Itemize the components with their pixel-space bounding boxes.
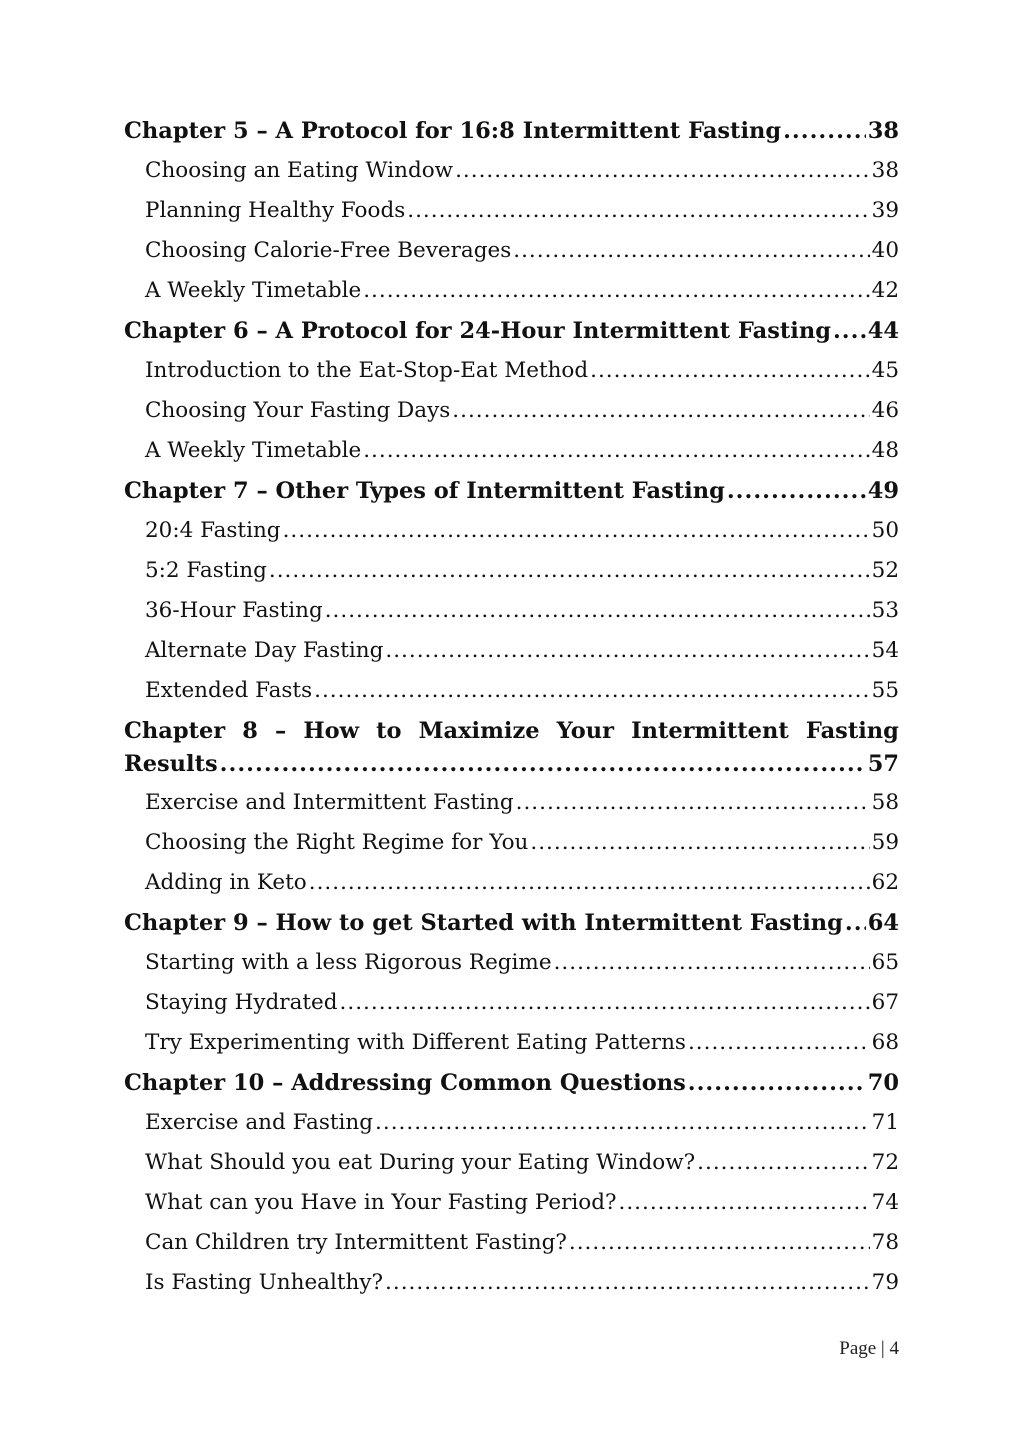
toc-section-entry[interactable]: [124, 518, 899, 558]
toc-chapter-entry[interactable]: [124, 1070, 899, 1110]
toc-entry-page: 42: [871, 278, 899, 303]
dot-leader: [516, 790, 870, 815]
toc-entry-page: 68: [871, 1030, 899, 1055]
title-word: Chapter: [124, 718, 226, 744]
toc-entry-page: 57: [867, 751, 899, 777]
dot-leader: [325, 598, 870, 623]
dot-leader: [727, 478, 866, 504]
title-word: Intermittent: [631, 718, 789, 744]
dot-leader: [530, 830, 869, 855]
dot-leader: [340, 990, 870, 1015]
toc-section-entry[interactable]: [124, 1270, 899, 1310]
toc-entry-title: Staying Hydrated: [145, 990, 338, 1015]
title-word: Your: [556, 718, 614, 744]
dot-leader: [619, 1190, 870, 1215]
toc-section-entry[interactable]: [124, 278, 899, 318]
dot-leader: [269, 558, 870, 583]
toc-section-entry[interactable]: [124, 1190, 899, 1230]
toc-entry-page: 52: [871, 558, 899, 583]
toc-entry-page: 72: [871, 1150, 899, 1175]
toc-section-entry[interactable]: [124, 870, 899, 910]
toc-entry-page: 59: [871, 830, 899, 855]
toc-entry-page: 53: [871, 598, 899, 623]
page-number-footer: Page | 4: [839, 1338, 899, 1359]
toc-section-entry[interactable]: [124, 638, 899, 678]
toc-entry-page: 71: [871, 1110, 899, 1135]
toc-entry-title: Alternate Day Fasting: [145, 638, 384, 663]
toc-entry-title: Chapter 7 – Other Types of Intermittent Fasting: [124, 478, 725, 504]
toc-entry-title-line1: [124, 718, 899, 751]
toc-entry-title: Introduction to the Eat-Stop-Eat Method: [145, 358, 589, 383]
toc-entry-page: 78: [871, 1230, 899, 1255]
toc-section-entry[interactable]: [124, 558, 899, 598]
toc-section-entry[interactable]: [124, 398, 899, 438]
title-word: 8: [242, 718, 258, 744]
title-word: Maximize: [418, 718, 540, 744]
toc-entry-page: 48: [871, 438, 899, 463]
toc-entry-title: A Weekly Timetable: [145, 438, 362, 463]
dot-leader: [452, 398, 869, 423]
toc-section-entry[interactable]: [124, 790, 899, 830]
dot-leader: [314, 678, 870, 703]
toc-section-entry[interactable]: [124, 158, 899, 198]
toc-entry-page: 38: [867, 118, 899, 144]
toc-section-entry[interactable]: [124, 598, 899, 638]
toc-entry-page: 45: [871, 358, 899, 383]
dot-leader: [554, 950, 870, 975]
dot-leader: [283, 518, 870, 543]
toc-entry-page: 40: [871, 238, 899, 263]
toc-entry-page: 49: [867, 478, 899, 504]
toc-entry-page: 55: [871, 678, 899, 703]
toc-entry-title: 20:4 Fasting: [145, 518, 281, 543]
title-word: Fasting: [805, 718, 899, 744]
dot-leader: [385, 638, 869, 663]
dot-leader: [385, 1270, 870, 1295]
toc-section-entry[interactable]: [124, 438, 899, 478]
dot-leader: [697, 1150, 869, 1175]
toc-chapter-entry[interactable]: [124, 478, 899, 518]
toc-entry-title: Chapter 6 – A Protocol for 24-Hour Intermittent Fasting: [124, 318, 831, 344]
dot-leader: [513, 238, 869, 263]
toc-chapter-entry[interactable]: [124, 910, 899, 950]
toc-section-entry[interactable]: [124, 678, 899, 718]
toc-entry-page: 64: [867, 910, 899, 936]
toc-section-entry[interactable]: [124, 358, 899, 398]
dot-leader: [375, 1110, 870, 1135]
toc-entry-page: 62: [871, 870, 899, 895]
toc-entry-title: Planning Healthy Foods: [145, 198, 406, 223]
dot-leader: [833, 318, 866, 344]
dot-leader: [363, 278, 869, 303]
toc-entry-page: 44: [867, 318, 899, 344]
toc-entry-title: Choosing the Right Regime for You: [145, 830, 529, 855]
table-of-contents: [124, 118, 899, 1310]
toc-section-entry[interactable]: [124, 990, 899, 1030]
toc-chapter-entry[interactable]: [124, 318, 899, 358]
toc-entry-title: 36-Hour Fasting: [145, 598, 323, 623]
toc-entry-title: Choosing Your Fasting Days: [145, 398, 451, 423]
title-word: How: [303, 718, 360, 744]
toc-entry-page: 46: [871, 398, 899, 423]
toc-section-entry[interactable]: [124, 1230, 899, 1270]
toc-entry-page: 54: [871, 638, 899, 663]
toc-entry-title: What can you Have in Your Fasting Period?: [145, 1190, 617, 1215]
dot-leader: [845, 910, 866, 936]
dot-leader: [455, 158, 870, 183]
toc-section-entry[interactable]: [124, 1150, 899, 1190]
toc-entry-page: 70: [867, 1070, 899, 1096]
toc-entry-title: A Weekly Timetable: [145, 278, 362, 303]
toc-entry-page: 65: [871, 950, 899, 975]
toc-chapter-entry[interactable]: [124, 718, 899, 790]
toc-section-entry[interactable]: [124, 830, 899, 870]
toc-entry-title: What Should you eat During your Eating Window?: [145, 1150, 696, 1175]
toc-entry-title: Is Fasting Unhealthy?: [145, 1270, 384, 1295]
toc-section-entry[interactable]: [124, 950, 899, 990]
toc-chapter-entry[interactable]: [124, 118, 899, 158]
toc-entry-title: Starting with a less Rigorous Regime: [145, 950, 552, 975]
toc-entry-title: 5:2 Fasting: [145, 558, 267, 583]
toc-entry-page: 74: [871, 1190, 899, 1215]
toc-entry-title: Choosing an Eating Window: [145, 158, 454, 183]
dot-leader: [363, 438, 869, 463]
toc-entry-title: Chapter 10 – Addressing Common Questions: [124, 1070, 686, 1096]
toc-section-entry[interactable]: [124, 1030, 899, 1070]
toc-entry-title: Exercise and Fasting: [145, 1110, 374, 1135]
toc-entry-title: Try Experimenting with Different Eating Patterns: [145, 1030, 686, 1055]
toc-entry-title: Can Children try Intermittent Fasting?: [145, 1230, 567, 1255]
toc-entry-page: 38: [871, 158, 899, 183]
toc-entry-page: 58: [871, 790, 899, 815]
toc-entry-title: Chapter 5 – A Protocol for 16:8 Intermittent Fasting: [124, 118, 782, 144]
toc-entry-page: 79: [871, 1270, 899, 1295]
toc-section-entry[interactable]: [124, 1110, 899, 1150]
dot-leader: [569, 1230, 870, 1255]
toc-entry-title: Adding in Keto: [145, 870, 307, 895]
toc-section-entry[interactable]: [124, 198, 899, 238]
toc-entry-title: Results: [124, 751, 218, 777]
dot-leader: [220, 751, 866, 777]
dot-leader: [783, 118, 866, 144]
toc-entry-title-line2: [124, 751, 899, 790]
dot-leader: [309, 870, 870, 895]
toc-entry-page: 50: [871, 518, 899, 543]
dot-leader: [688, 1070, 866, 1096]
toc-entry-page: 39: [871, 198, 899, 223]
toc-entry-title: Exercise and Intermittent Fasting: [145, 790, 514, 815]
toc-entry-title: Choosing Calorie-Free Beverages: [145, 238, 512, 263]
toc-entry-title: Extended Fasts: [145, 678, 313, 703]
title-word: –: [275, 718, 287, 744]
dot-leader: [688, 1030, 870, 1055]
toc-section-entry[interactable]: [124, 238, 899, 278]
dot-leader: [590, 358, 870, 383]
title-word: to: [376, 718, 402, 744]
dot-leader: [407, 198, 869, 223]
toc-entry-title: Chapter 9 – How to get Started with Intermittent Fasting: [124, 910, 843, 936]
toc-entry-page: 67: [871, 990, 899, 1015]
